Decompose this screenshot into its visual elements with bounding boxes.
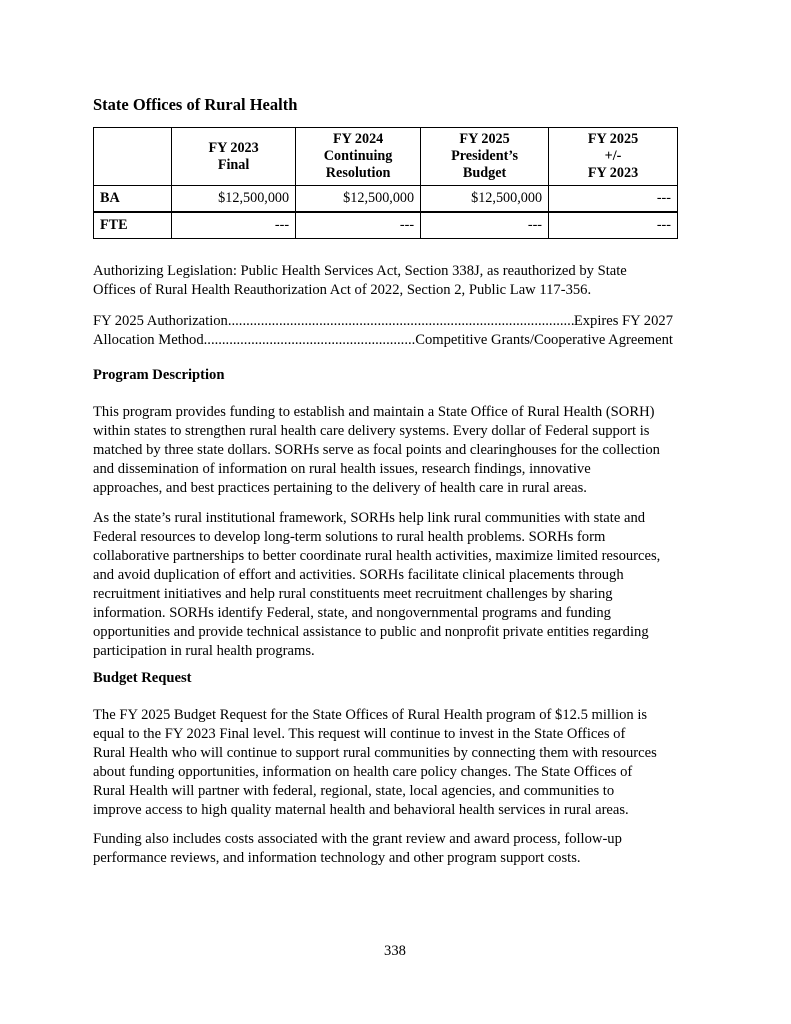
table-row [94, 212, 678, 239]
budget-request-heading: Budget Request [93, 670, 192, 686]
text-line: improve access to high quality maternal health and behavioral health services in rural areas. [93, 802, 629, 818]
table-cell: --- [549, 212, 678, 239]
text-line: Offices of Rural Health Reauthorization Act of 2022, Section 2, Public Law 117-356. [93, 282, 592, 298]
program-description-heading: Program Description [93, 367, 225, 383]
table-row [94, 186, 678, 213]
text-line: recruitment initiatives and help rural constituents meet recruitment challenges by sharing [93, 586, 613, 602]
authorizing-legislation [93, 262, 693, 300]
text-line: Rural Health who will continue to support rural communities by connecting them with resources [93, 745, 657, 761]
text-line: within states to strengthen rural health care delivery systems. Every dollar of Federal support is [93, 423, 650, 439]
header-line: President’s [451, 148, 519, 164]
table-header-cell [296, 128, 421, 186]
table-cell: --- [296, 212, 421, 239]
table-header-cell [94, 128, 172, 186]
table-cell: --- [549, 186, 678, 213]
page-number: 338 [384, 943, 406, 959]
text-line: The FY 2025 Budget Request for the State Offices of Rural Health program of $12.5 million is [93, 707, 648, 723]
text-line: Funding also includes costs associated with the grant review and award process, follow-up [93, 831, 622, 847]
table-header-row [94, 128, 678, 186]
text-line: This program provides funding to establish and maintain a State Office of Rural Health (SORH) [93, 404, 655, 420]
text-line: performance reviews, and information technology and other program support costs. [93, 850, 581, 866]
text-line: approaches, and best practices pertaining to the delivery of health care in rural areas. [93, 480, 587, 496]
table-cell: $12,500,000 [172, 186, 296, 213]
leader-dots [228, 312, 574, 331]
text-line: As the state’s rural institutional framework, SORHs help link rural communities with state and [93, 510, 646, 526]
text-line: about funding opportunities, information on health care policy changes. The State Offices of [93, 764, 633, 780]
text-line: and avoid duplication of effort and activities. SORHs facilitate clinical placements through [93, 567, 624, 583]
text-line: collaborative partnerships to better coordinate rural health activities, maximize limited resources, [93, 548, 661, 564]
header-line: FY 2025 [459, 131, 510, 147]
table-header-cell [421, 128, 549, 186]
table-cell: --- [172, 212, 296, 239]
header-line: Budget [462, 165, 507, 181]
authorization-label: FY 2025 Authorization [93, 313, 228, 329]
authorization-value: Expires FY 2027 [573, 313, 673, 329]
authorization-row [93, 312, 673, 331]
page-title: State Offices of Rural Health [93, 95, 298, 114]
text-line: participation in rural health programs. [93, 643, 315, 659]
budget-table [93, 127, 678, 239]
program-description-paragraph-1 [93, 403, 693, 498]
row-label: BA [94, 186, 172, 213]
allocation-value: Competitive Grants/Cooperative Agreement [415, 332, 673, 348]
table-header-cell [172, 128, 296, 186]
text-line: equal to the FY 2023 Final level. This request will continue to invest in the State Offices of [93, 726, 626, 742]
text-line: matched by three state dollars. SORHs serve as focal points and clearinghouses for the collection [93, 442, 660, 458]
budget-request-paragraph-2 [93, 830, 693, 868]
header-line: FY 2024 [332, 131, 384, 147]
text-line: Federal resources to develop long-term solutions to rural health problems. SORHs form [93, 529, 606, 545]
text-line: Authorizing Legislation: Public Health Services Act, Section 338J, as reauthorized by State [93, 263, 627, 279]
table-cell: $12,500,000 [296, 186, 421, 213]
text-line: Rural Health will partner with federal, regional, state, local agencies, and communities to [93, 783, 615, 799]
header-line: Resolution [325, 165, 391, 181]
leader-dots [204, 331, 416, 350]
text-line: information. SORHs identify Federal, state, and nongovernmental programs and funding [93, 605, 611, 621]
row-label: FTE [94, 212, 172, 239]
table-cell: $12,500,000 [421, 186, 549, 213]
header-line: Final [217, 156, 250, 173]
table-cell: --- [421, 212, 549, 239]
text-line: and dissemination of information on rural health issues, research findings, innovative [93, 461, 591, 477]
header-line: +/- [604, 148, 622, 164]
header-line: FY 2025 [587, 131, 639, 147]
table-header-cell [549, 128, 678, 186]
budget-request-paragraph-1 [93, 706, 693, 820]
program-description-paragraph-2 [93, 509, 693, 661]
header-line: FY 2023 [587, 165, 639, 181]
header-line: FY 2023 [208, 139, 259, 156]
text-line: opportunities and provide technical assistance to public and nonprofit private entities regarding [93, 624, 649, 640]
header-line: Continuing [323, 148, 393, 164]
allocation-row [93, 331, 673, 350]
allocation-label: Allocation Method [93, 332, 204, 348]
